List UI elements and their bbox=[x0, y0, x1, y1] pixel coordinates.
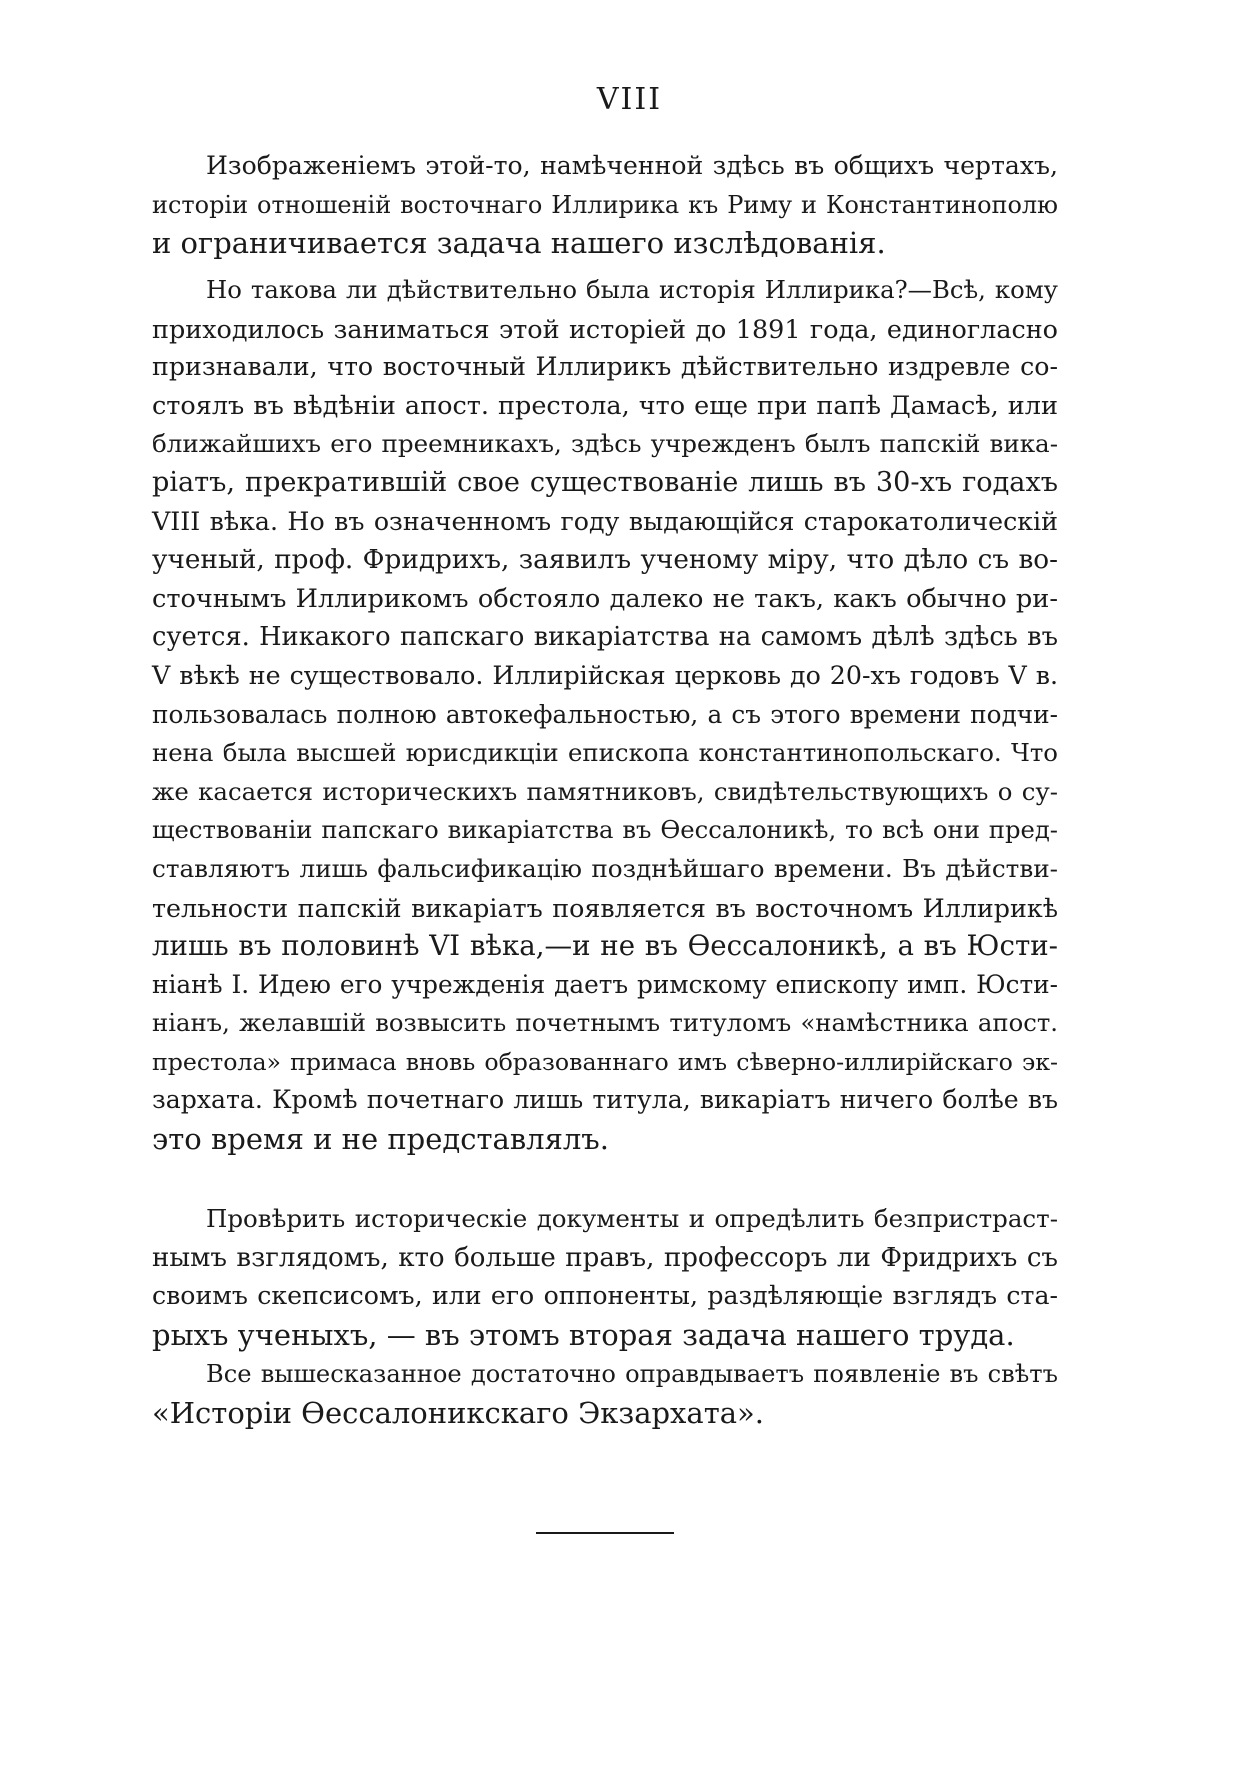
text-line: и ограничивается задача нашего изслѣдованiя. bbox=[152, 226, 886, 261]
closing-rule bbox=[536, 1532, 674, 1534]
text-line: это время и не представлялъ. bbox=[152, 1122, 609, 1157]
paragraph-4 bbox=[152, 1355, 1058, 1432]
page-number: VIII bbox=[596, 82, 663, 117]
paragraph-1 bbox=[152, 147, 1058, 263]
text-line: своимъ скепсисомъ, или его оппоненты, раздѣляющiе взглядъ ста- bbox=[152, 1281, 1058, 1311]
text-line: лишь въ половинѣ VI вѣка,—и не въ Ѳессалоникѣ, а въ Юсти- bbox=[152, 929, 1058, 963]
text-line: нымъ взглядомъ, кто больше правъ, профессоръ ли Фридрихъ съ bbox=[152, 1242, 1058, 1273]
text-line: V вѣкѣ не существовало. Иллирiйская церковь до 20-хъ годовъ V в. bbox=[152, 660, 1058, 690]
text-line: ставляютъ лишь фальсификацiю позднѣйшаго времени. Въ дѣйстви- bbox=[152, 853, 1058, 883]
text-line: пользовалась полною автокефальностью, а съ этого времени подчи- bbox=[152, 699, 1058, 729]
text-line: «Исторiи Ѳессалоникскаго Экзархата». bbox=[152, 1395, 764, 1430]
paragraph-3 bbox=[152, 1200, 1058, 1354]
text-line: сточнымъ Иллирикомъ обстояло далеко не такъ, какъ обычно ри- bbox=[152, 583, 1058, 614]
paragraph-2 bbox=[152, 271, 1058, 1159]
text-line: нiанъ, желавшiй возвысить почетнымъ титуломъ «намѣстника апост. bbox=[152, 1008, 1058, 1038]
text-line: ществованiи папскаго викарiатства въ Ѳессалоникѣ, то всѣ они пред- bbox=[152, 815, 1058, 845]
text-line: же касается историческихъ памятниковъ, свидѣтельствующихъ о су- bbox=[152, 776, 1058, 806]
text-line: ученый, проф. Фридрихъ, заявилъ ученому мiру, что дѣло съ во- bbox=[152, 545, 1058, 576]
text-line: зархата. Кромѣ почетнаго лишь титула, викарiатъ ничего болѣе въ bbox=[152, 1085, 1058, 1115]
text-line: Изображенiемъ этой-то, намѣченной здѣсь въ общихъ чертахъ, bbox=[206, 151, 1058, 180]
text-line: ближайшихъ его преемникахъ, здѣсь учрежденъ былъ папскiй вика- bbox=[152, 429, 1058, 459]
text-line: нена была высшей юрисдикцiи епископа константинопольскаго. Что bbox=[152, 738, 1058, 768]
text-line: рiатъ, прекратившiй свое существованiе лишь въ 30-хъ годахъ bbox=[152, 466, 1058, 498]
text-line: рыхъ ученыхъ, — въ этомъ вторая задача нашего труда. bbox=[152, 1317, 1015, 1352]
text-line: исторiи отношенiй восточнаго Иллирика къ Риму и Константинополю bbox=[152, 190, 1058, 219]
text-line: нiанѣ I. Идею его учрежденiя даетъ римскому епископу имп. Юсти- bbox=[152, 969, 1058, 999]
text-line: приходилось заниматься этой исторiей до 1891 года, единогласно bbox=[152, 313, 1058, 344]
text-line: тельности папскiй викарiатъ появляется въ восточномъ Иллирикѣ bbox=[152, 892, 1058, 923]
text-line: стоялъ въ вѣдѣнiи апост. престола, что еще при папѣ Дамасѣ, или bbox=[152, 390, 1058, 421]
text-line: VIII вѣка. Но въ означенномъ году выдающiйся старокатолическiй bbox=[152, 506, 1058, 536]
text-line: Провѣрить историческiе документы и опредѣлить безпристраст- bbox=[206, 1204, 1058, 1233]
text-line: признавали, что восточный Иллирикъ дѣйствительно издревле со- bbox=[152, 352, 1058, 382]
text-line: престола» примаса вновь образованнаго имъ сѣверно-иллирiйскаго эк- bbox=[152, 1047, 1058, 1076]
text-line: Но такова ли дѣйствительно была исторiя Иллирика?—Всѣ, кому bbox=[206, 275, 1058, 304]
text-line: суется. Никакого папскаго викарiатства на самомъ дѣлѣ здѣсь въ bbox=[152, 622, 1058, 653]
text-line: Все вышесказанное достаточно оправдываетъ появленiе въ свѣтъ bbox=[206, 1360, 1058, 1388]
